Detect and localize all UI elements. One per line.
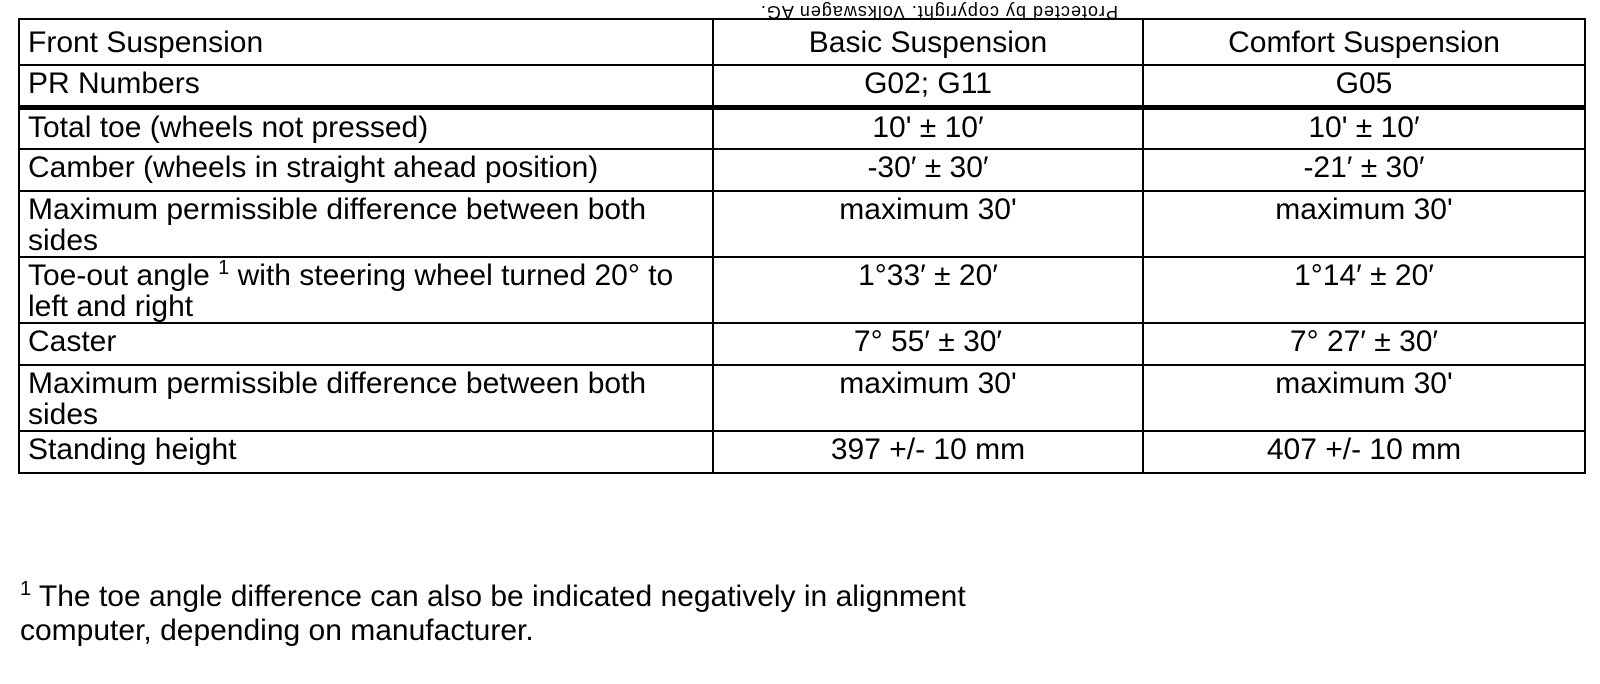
camber-max-diff-comfort: maximum 30': [1143, 191, 1585, 257]
row-label-camber-max-diff: Maximum permissible difference between both sides: [19, 191, 713, 257]
table-row: [19, 365, 1585, 431]
header-basic-suspension: Basic Suspension: [713, 19, 1143, 65]
caster-max-diff-comfort: maximum 30': [1143, 365, 1585, 431]
row-label-toe-out-angle: [19, 257, 713, 323]
header-label: Front Suspension: [19, 19, 713, 65]
standing-height-basic: 397 +/- 10 mm: [713, 431, 1143, 473]
pr-numbers-row: [19, 65, 1585, 107]
table-row: [19, 107, 1585, 149]
total-toe-basic: 10' ± 10′: [713, 107, 1143, 149]
row-label-total-toe: Total toe (wheels not pressed): [19, 107, 713, 149]
total-toe-comfort: 10' ± 10′: [1143, 107, 1585, 149]
footnote-text: The toe angle difference can also be indicated negatively in alignment computer, depending on manufacturer.: [20, 580, 966, 647]
table-row: [19, 323, 1585, 365]
pr-numbers-label: PR Numbers: [19, 65, 713, 107]
toe-out-comfort: 1°14′ ± 20′: [1143, 257, 1585, 323]
table-row: [19, 257, 1585, 323]
watermark-text: Protected by copyright. Volkswagen AG.: [759, 2, 1118, 22]
toe-out-label-post: with steering wheel turned 20° to left and right: [28, 259, 674, 323]
pr-comfort-value: G05: [1143, 65, 1585, 107]
footnote-marker: 1: [20, 578, 32, 600]
pr-basic-value: G02; G11: [713, 65, 1143, 107]
toe-out-label-pre: Toe-out angle: [28, 259, 210, 292]
table-row: [19, 191, 1585, 257]
table-row: [19, 431, 1585, 473]
row-label-camber: Camber (wheels in straight ahead position): [19, 149, 713, 191]
caster-max-diff-basic: maximum 30': [713, 365, 1143, 431]
row-label-standing-height: Standing height: [19, 431, 713, 473]
standing-height-comfort: 407 +/- 10 mm: [1143, 431, 1585, 473]
wheel-alignment-spec-table: [18, 18, 1586, 474]
table-row: [19, 149, 1585, 191]
header-comfort-suspension: Comfort Suspension: [1143, 19, 1585, 65]
caster-basic: 7° 55′ ± 30′: [713, 323, 1143, 365]
camber-comfort: -21′ ± 30′: [1143, 149, 1585, 191]
camber-max-diff-basic: maximum 30': [713, 191, 1143, 257]
footnote-ref-marker: 1: [218, 257, 230, 279]
camber-basic: -30′ ± 30′: [713, 149, 1143, 191]
row-label-caster: Caster: [19, 323, 713, 365]
footnote: [20, 580, 1000, 648]
toe-out-basic: 1°33′ ± 20′: [713, 257, 1143, 323]
caster-comfort: 7° 27′ ± 30′: [1143, 323, 1585, 365]
row-label-caster-max-diff: Maximum permissible difference between both sides: [19, 365, 713, 431]
table-header-row: [19, 19, 1585, 65]
